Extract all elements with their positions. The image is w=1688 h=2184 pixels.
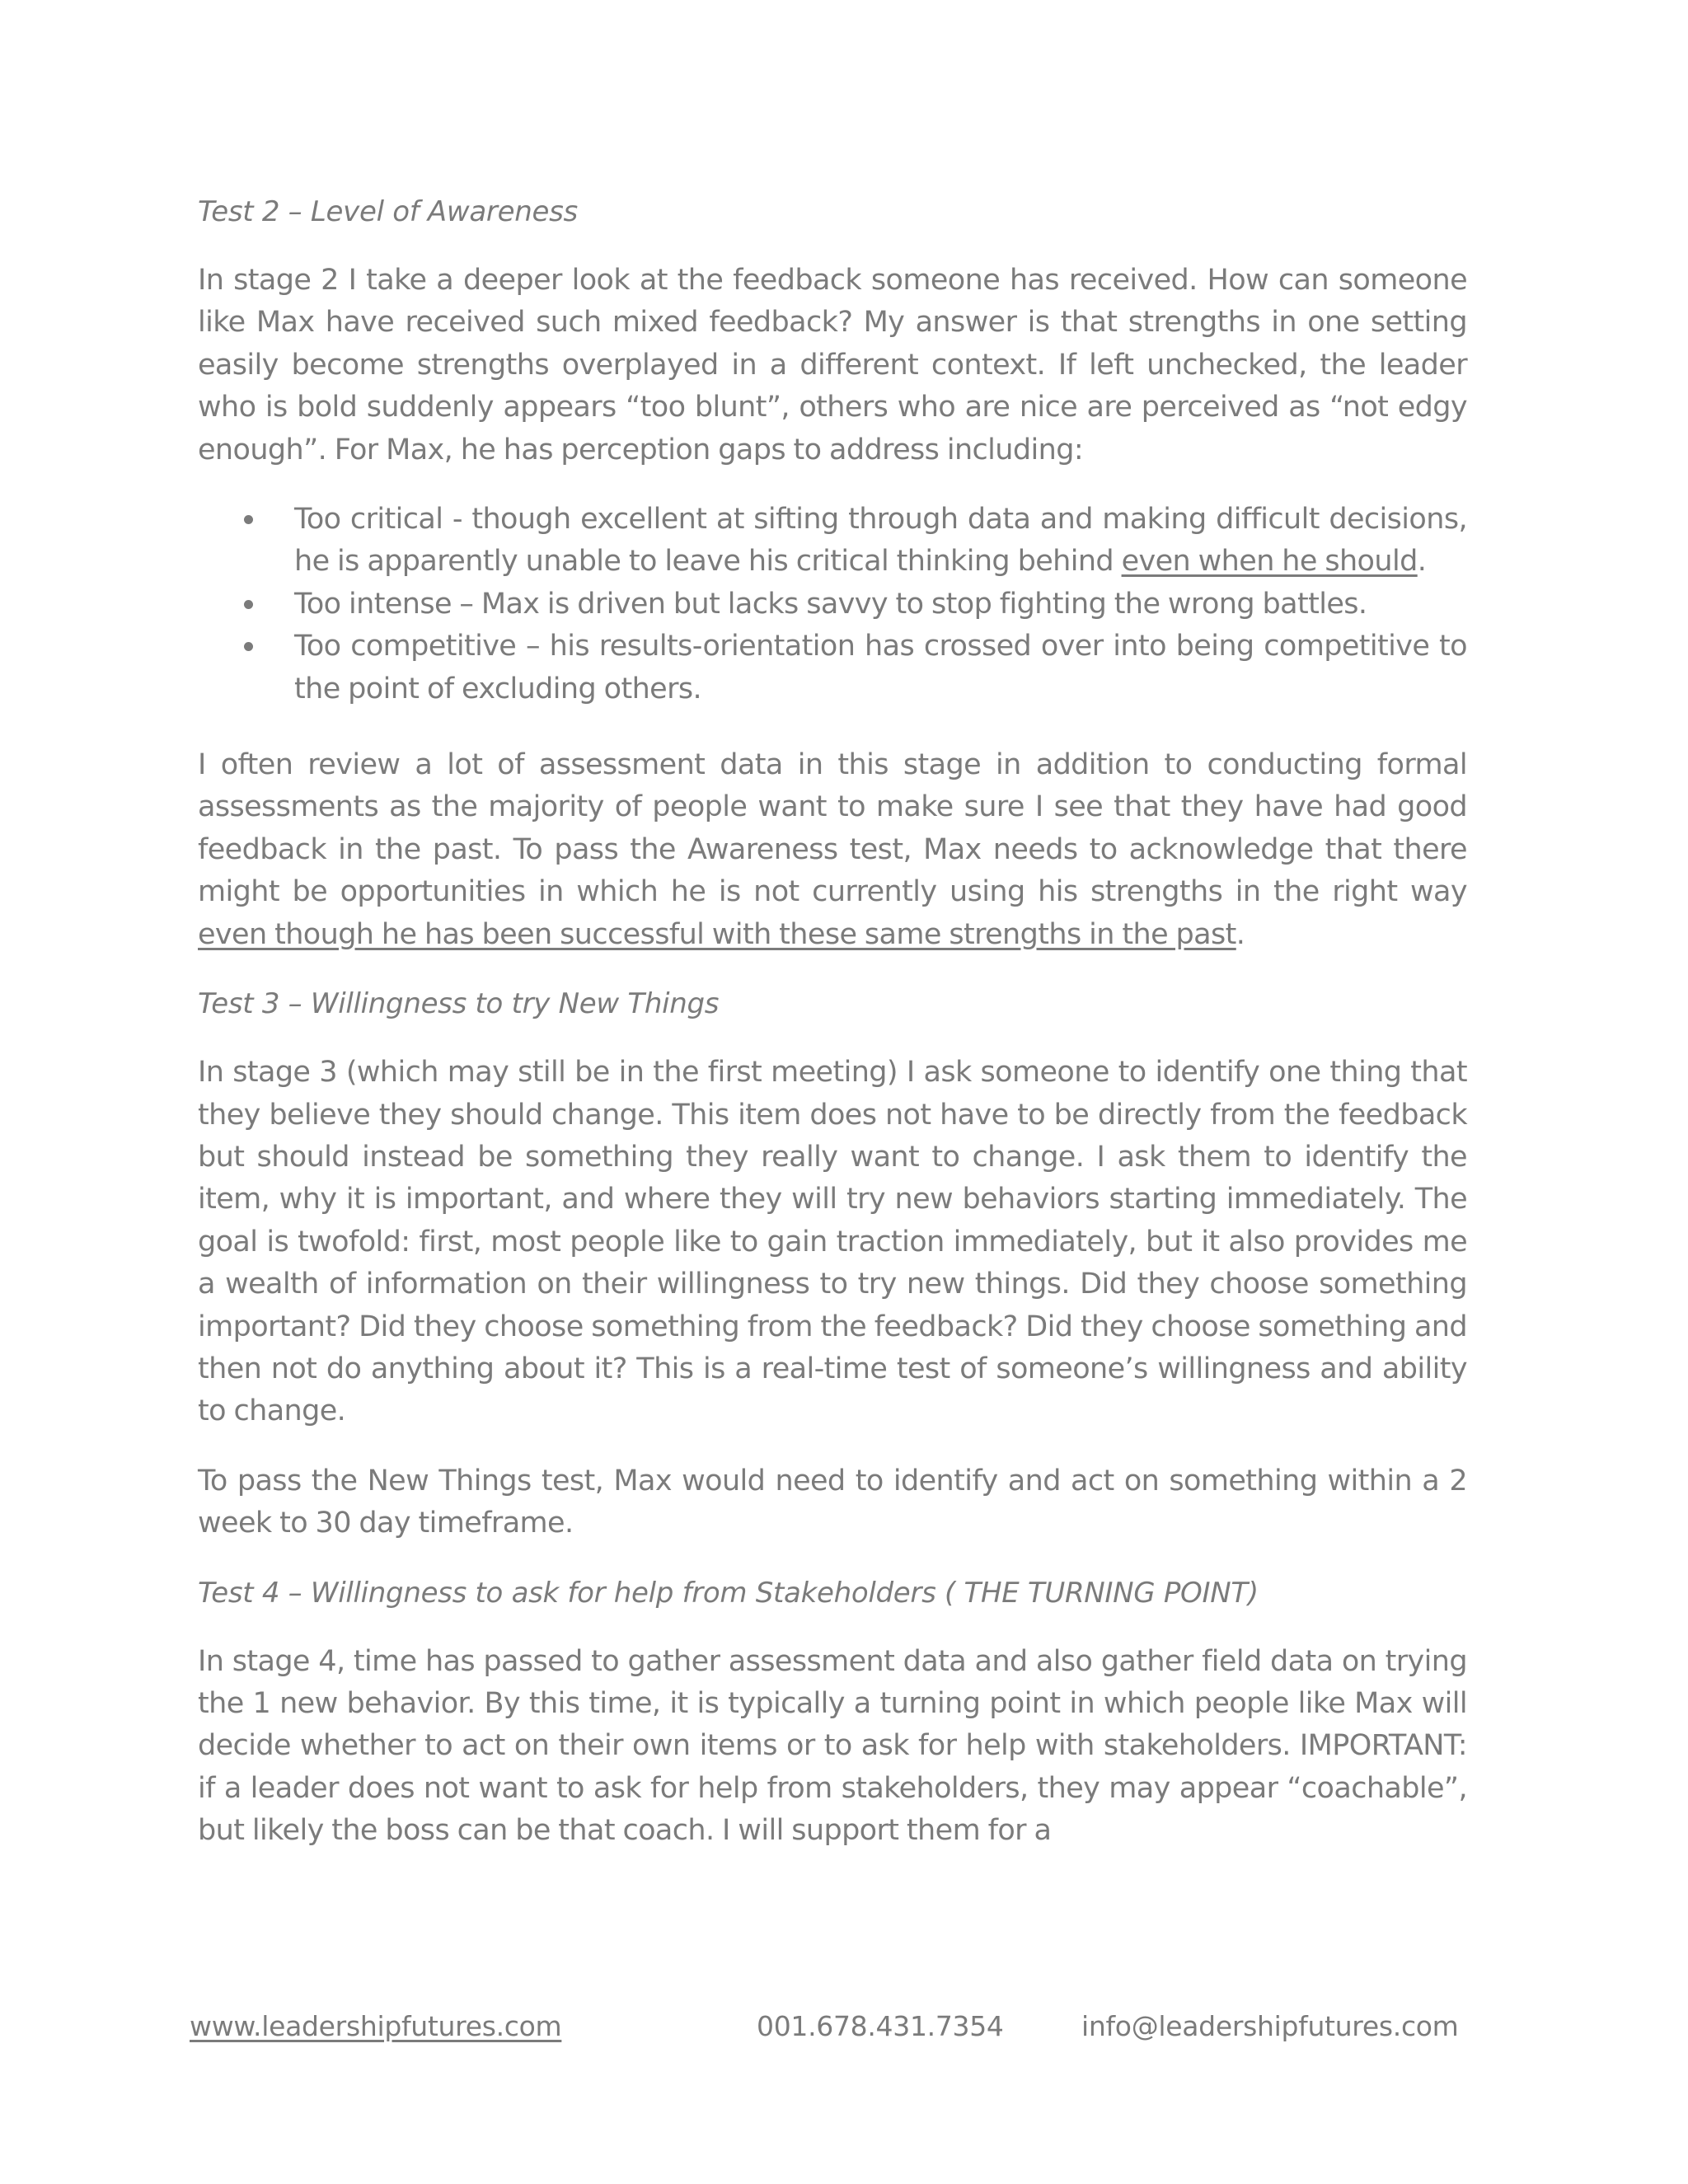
page-footer: [0, 2006, 1688, 2047]
email-address: info@leadershipfutures.com: [1081, 2010, 1459, 2042]
test3-pass-paragraph: To pass the New Things test, Max would need to identify and act on something within a 2 week to 30 day timeframe.: [198, 1464, 1467, 1540]
review-text: I often review a lot of assessment data in this stage in addition to conducting formal assessments as the majority of people want to make sure I see that they have had good feedback in the past. To pass the Awareness test, Max needs to acknowledge that there might be opportunities in which he is not currently using his strengths in the right way: [198, 748, 1467, 909]
test2-review-paragraph: [198, 744, 1467, 956]
bullet-text-end: .: [1417, 545, 1427, 579]
list-item: [198, 626, 1467, 710]
test3-body-paragraph: In stage 3 (which may still be in the first meeting) I ask someone to identify one thing that they believe they should change. This item does not have to be directly from the feedback but should instead be something they really want to change. I ask them to identify the item, why it is important, and where they will try new behaviors starting immediately. The goal is twofold: first, most people like to gain traction immediately, but it also provides me a wealth of information on their willingness to try new things. Did they choose something important? Did they choose something from the feedback? Did they choose something and then not do anything about it? This is a real-time test of someone’s willingness and ability to change.: [198, 1056, 1467, 1428]
bullet-icon: [244, 600, 253, 609]
bullet-icon: [244, 515, 253, 524]
website-link[interactable]: www.leadershipfutures.com: [190, 2010, 562, 2042]
test2-heading: Test 2 – Level of Awareness: [198, 195, 578, 228]
test4-heading: Test 4 – Willingness to ask for help from Stakeholders ( THE TURNING POINT): [198, 1576, 1259, 1610]
list-item: [198, 583, 1467, 626]
bullet-text: Too intense – Max is driven but lacks savvy to stop fighting the wrong battles.: [294, 587, 1367, 621]
document-page: [198, 191, 1467, 1853]
review-underlined-text: even though he has been successful with these same strengths in the past: [198, 917, 1236, 951]
bullet-text: Too critical - though excellent at sifting through data and making difficult decisions, he is apparently unable to leave his critical thinking behind: [294, 503, 1467, 579]
test3-heading: Test 3 – Willingness to try New Things: [198, 987, 720, 1021]
phone-number: 001.678.431.7354: [757, 2010, 1004, 2042]
bullet-underlined-text: even when he should: [1121, 545, 1418, 579]
list-item: [198, 499, 1467, 583]
test4-body-paragraph: In stage 4, time has passed to gather assessment data and also gather field data on trying the 1 new behavior. By this time, it is typically a turning point in which people like Max will decide whether to act on their own items or to ask for help with stakeholders. IMPORTANT: if a leader does not want to ask for help from stakeholders, they may appear “coachable”, but likely the boss can be that coach. I will support them for a: [198, 1644, 1467, 1848]
test2-intro-paragraph: In stage 2 I take a deeper look at the feedback someone has received. How can someone like Max have received such mixed feedback? My answer is that strengths in one setting easily become strengths overplayed in a different context. If left unchecked, the leader who is bold suddenly appears “too blunt”, others who are nice are perceived as “not edgy enough”. For Max, he has perception gaps to address including:: [198, 264, 1467, 466]
review-text-end: .: [1236, 917, 1245, 951]
bullet-text: Too competitive – his results-orientation has crossed over into being competitive to the point of excluding others.: [294, 630, 1467, 705]
perception-gaps-list: [198, 499, 1467, 710]
bullet-icon: [244, 642, 253, 651]
